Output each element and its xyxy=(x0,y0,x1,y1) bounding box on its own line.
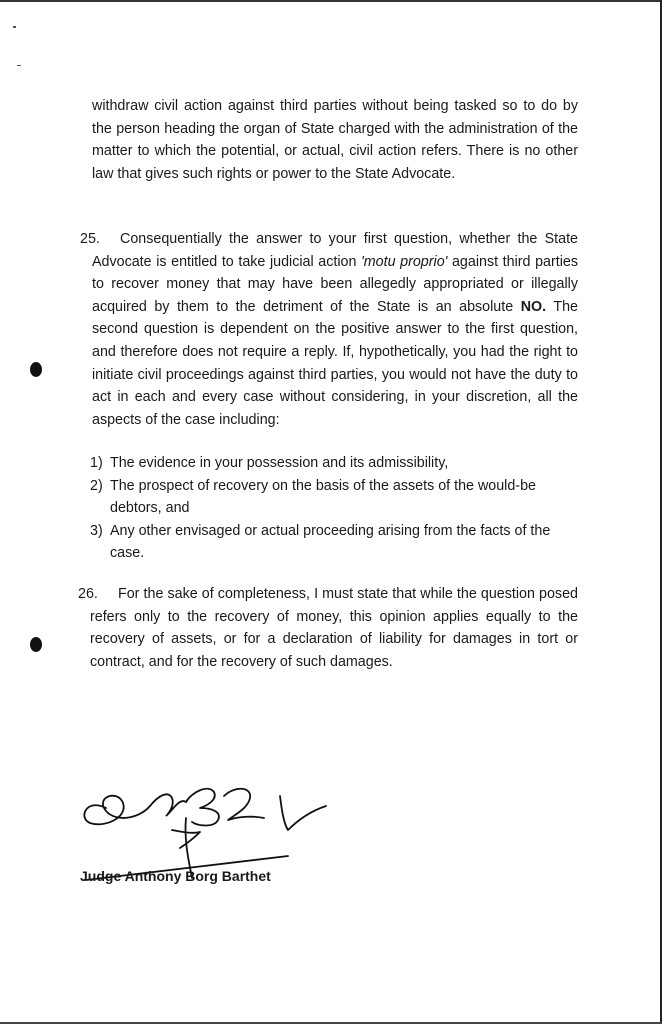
scan-speck xyxy=(17,65,21,66)
list-item xyxy=(90,452,578,475)
paragraph-number: 25. xyxy=(80,231,100,247)
list-text: The prospect of recovery on the basis of the assets of the would-be debtors, and xyxy=(110,477,536,517)
emphasis-answer: NO. xyxy=(520,298,547,315)
paragraph-text: Consequentially the answer to your first question, whether the State Advocate is entitled to take judicial action xyxy=(92,231,578,270)
list-number: 1) xyxy=(90,455,103,471)
paragraph-text: For the sake of completeness, I must state that while the question posed refers only to the recovery of money, this opinion applies equally to the recovery of assets, or for a declaration of liability for damages in tort or contract, and for the recovery of such damages. xyxy=(90,586,578,670)
list-text: The evidence in your possession and its admissibility, xyxy=(110,455,449,471)
list-item xyxy=(90,475,578,520)
paragraph-number: 26. xyxy=(78,586,98,602)
paragraph-26 xyxy=(78,583,578,673)
scan-speck xyxy=(13,26,16,28)
paragraph-text: against third parties to recover money that may have been allegedly appropriated or illegally acquired by them to the detriment of the State is an absolute xyxy=(92,253,578,315)
list-number: 3) xyxy=(90,522,103,539)
paragraph-25 xyxy=(80,228,578,431)
punch-hole xyxy=(30,362,42,377)
list-item xyxy=(90,520,578,565)
list-number: 2) xyxy=(90,477,103,494)
scan-edge-top xyxy=(0,0,662,2)
list-text: Any other envisaged or actual proceeding arising from the facts of the case. xyxy=(110,522,551,562)
paragraph-intro: withdraw civil action against third parties without being tasked so to do by the person heading the organ of State charged with the administration of the matter to which the potential, or actual, civil action refers. There is no other law that gives such rights or power to the State Advocate. xyxy=(92,98,578,182)
latin-phrase: 'motu proprio' xyxy=(361,253,448,270)
criteria-list xyxy=(90,452,578,565)
punch-hole xyxy=(30,637,42,652)
paragraph-text: The second question is dependent on the positive answer to the first question, and therefore does not require a reply. If, hypothetically, you had the right to initiate civil proceedings against third parties, you would not have the duty to act in each and every case without considering, in your discretion, all the aspects of the case including: xyxy=(92,298,578,428)
signatory-name: Judge Anthony Borg Barthet xyxy=(80,868,271,884)
